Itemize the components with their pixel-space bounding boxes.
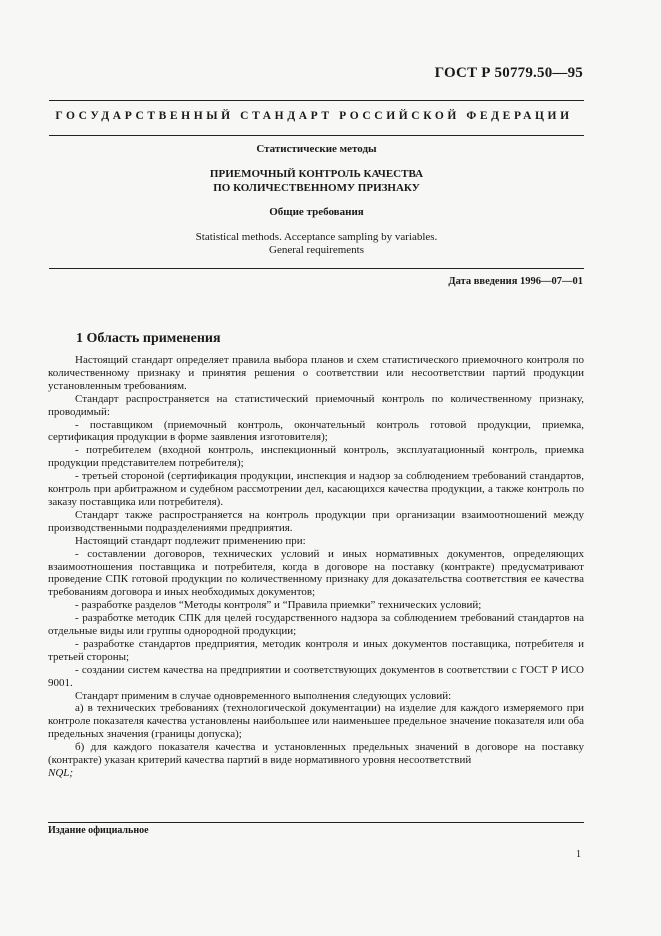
list-item: - третьей стороной (сертификация продукции, инспекция и надзор за соблюдением требований стандартов, контроль при арбитражном и судебном рассмотрении дел, касающихся качества продукции, а также контроль по заказу поставщика или потребителя). bbox=[48, 470, 584, 508]
english-title bbox=[49, 231, 584, 256]
english-title-line-2: General requirements bbox=[269, 243, 364, 256]
nql-term: NQL; bbox=[48, 767, 74, 779]
category-heading: Статистические методы bbox=[256, 143, 377, 155]
document-subtitle: Общие требования bbox=[269, 206, 364, 218]
footer-rule bbox=[48, 822, 584, 823]
paragraph: Стандарт также распространяется на контроль продукции при организации взаимоотношений между производственными подразделениями предприятия. bbox=[48, 508, 584, 534]
title-line-1: ПРИЕМОЧНЫЙ КОНТРОЛЬ КАЧЕСТВА bbox=[209, 168, 424, 180]
list-item: - поставщиком (приемочный контроль, окончательный контроль готовой продукции, приемка, сертификация продукции в форме заявления изготовителя); bbox=[48, 418, 584, 444]
paragraph: Стандарт распространяется на статистический приемочный контроль по количественному признаку, проводимый: bbox=[48, 392, 584, 418]
nql-fragment bbox=[48, 767, 584, 780]
paragraph: Настоящий стандарт подлежит применению при: bbox=[75, 534, 306, 547]
gost-number: ГОСТ Р 50779.50—95 bbox=[434, 65, 583, 81]
document-title bbox=[49, 167, 584, 195]
list-item: - разработке методик СПК для целей государственного надзора за соблюдением требований стандартов на отдельные виды или группы однородной продукции; bbox=[48, 612, 584, 638]
list-item: а) в технических требованиях (технологической документации) на изделие для каждого измеряемого при контроле показателя качества установлены наибольшее или наименьшее предельное значение показателя или оба предельных значения (границы допуска); bbox=[48, 702, 584, 741]
english-title-line-1: Statistical methods. Acceptance sampling by variables. bbox=[195, 231, 438, 243]
list-item: - разработке разделов “Методы контроля” и “Правила приемки” технических условий; bbox=[75, 599, 482, 612]
section-heading: 1 Область применения bbox=[76, 331, 221, 346]
title-rule bbox=[49, 268, 584, 269]
list-item: - составлении договоров, технических условий и иных нормативных документов, определяющих взаимоотношения поставщика и потребителя, когда в договоре на поставку (контракте) предусматривают проведение СПК готовой продукции по количественному признаку для доказательства соответствия ее качества требованиям договора и иных необходимых документов; bbox=[48, 547, 584, 599]
header-rule bbox=[49, 135, 584, 136]
top-rule bbox=[49, 100, 584, 101]
list-item: - потребителем (входной контроль, инспекционный контроль, эксплуатационный контроль, приемка продукции представителем потребителя); bbox=[48, 444, 584, 470]
list-item: б) для каждого показателя качества и установленных предельных значений в договоре на поставку (контракте) указан критерий качества партий в виде нормативного уровня несоответствий bbox=[48, 741, 584, 767]
title-line-2: ПО КОЛИЧЕСТВЕННОМУ ПРИЗНАКУ bbox=[213, 182, 420, 194]
page-number: 1 bbox=[576, 849, 581, 860]
list-item: - создании систем качества на предприятии и соответствующих документов в соответствии с ГОСТ Р ИСО 9001. bbox=[48, 663, 584, 689]
introduction-date: Дата введения 1996—07—01 bbox=[448, 276, 583, 287]
list-item: - разработке стандартов предприятия, методик контроля и иных документов поставщика, потребителя и третьей стороны; bbox=[48, 637, 584, 663]
paragraph: Стандарт применим в случае одновременного выполнения следующих условий: bbox=[75, 689, 452, 702]
state-standard-heading: ГОСУДАРСТВЕННЫЙ СТАНДАРТ РОССИЙСКОЙ ФЕДЕРАЦИИ bbox=[55, 110, 573, 122]
edition-label: Издание официальное bbox=[48, 825, 149, 836]
section-body bbox=[48, 354, 584, 780]
paragraph: Настоящий стандарт определяет правила выбора планов и схем статистического приемочного контроля по количественному признаку и принятия решения о соответствии или несоответствии партий продукции установленным требованиям. bbox=[48, 354, 584, 392]
